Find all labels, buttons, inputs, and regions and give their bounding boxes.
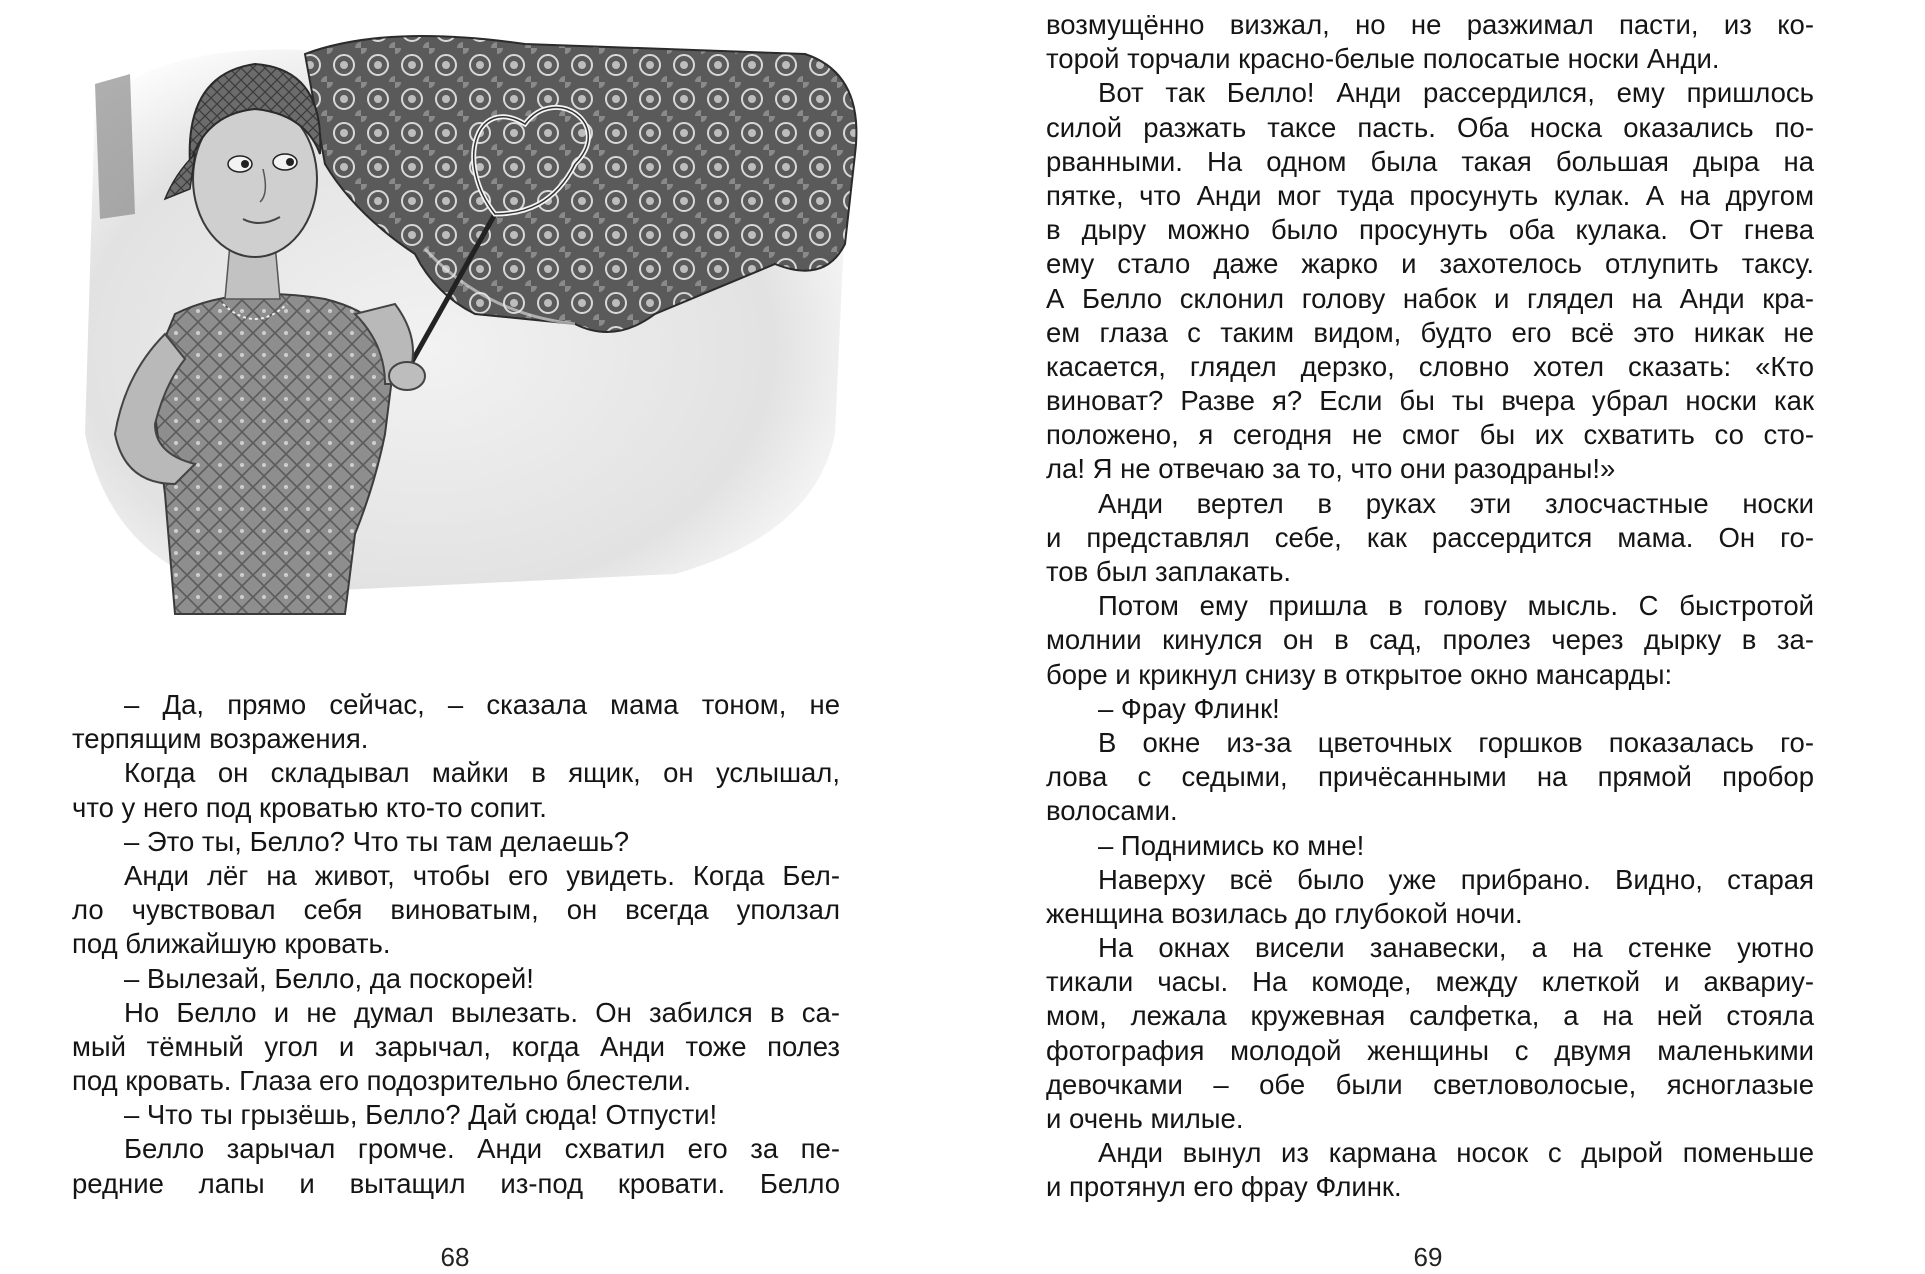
text-line: волосами. <box>1046 795 1178 827</box>
text-line: молнии кинулся он в сад, пролез через дырку в за- <box>1046 624 1814 656</box>
text-line: виноват? Разве я? Если бы ты вчера убрал носки как <box>1046 385 1814 417</box>
text-line: Анди лёг на живот, чтобы его увидеть. Когда Бел- <box>124 859 840 891</box>
text-line: ем глаза с таким видом, будто его всё это никак не <box>1046 316 1814 348</box>
text-line: силой разжать таксе пасть. Оба носка оказались по- <box>1046 111 1814 143</box>
text-line: и представлял себе, как рассердится мама. Он го- <box>1046 521 1814 553</box>
text-line: тов был заплакать. <box>1046 556 1292 587</box>
text-line: что у него под кроватью кто-то сопит. <box>72 791 547 823</box>
text-line: В окне из-за цветочных горшков показалась го- <box>1098 726 1814 758</box>
text-line: возмущённо визжал, но не разжимал пасти, из ко- <box>1046 9 1814 40</box>
text-line: мый тёмный угол и зарычал, когда Анди тоже полез <box>72 1030 840 1062</box>
text-line: рванными. На одном была такая большая дыра на <box>1046 145 1814 177</box>
text-line: Анди вынул из кармана носок с дырой поменьше <box>1098 1137 1814 1169</box>
text-line: и очень милые. <box>1046 1103 1244 1134</box>
text-line: в дыру можно было просунуть оба кулака. От гнева <box>1046 214 1814 246</box>
text-line: Потом ему пришла в голову мысль. С быстротой <box>1098 590 1814 622</box>
text-line: ло чувствовал себя виноватым, он всегда уползал <box>72 894 840 926</box>
text-line: женщина возилась до глубокой ночи. <box>1046 897 1523 929</box>
text-line: – Это ты, Белло? Что ты там делаешь? <box>124 825 630 857</box>
woman-beating-carpet-illustration <box>55 14 905 654</box>
text-line: тикали часы. На комоде, между клеткой и аквариу- <box>1046 966 1814 998</box>
text-line: Но Белло и не думал вылезать. Он забился в са- <box>124 996 840 1028</box>
text-line: терпящим возражения. <box>72 723 369 755</box>
text-line: На окнах висели занавески, а на стенке уютно <box>1098 932 1814 964</box>
text-line: касается, глядел дерзко, словно хотел сказать: «Кто <box>1046 350 1814 382</box>
text-line: А Белло склонил голову набок и глядел на Анди кра- <box>1046 282 1814 314</box>
text-line: пятке, что Анди мог туда просунуть кулак. А на другом <box>1046 179 1814 211</box>
text-line: Анди вертел в руках эти злосчастные носки <box>1098 487 1814 519</box>
text-line: ему стало даже жарко и захотелось отлупить таксу. <box>1046 248 1814 280</box>
text-line: боре и крикнул снизу в открытое окно мансарды: <box>1046 658 1673 690</box>
left-page-text <box>72 688 840 1201</box>
text-line: мом, лежала кружевная салфетка, а на ней стояла <box>1046 1000 1814 1032</box>
text-line: под кровать. Глаза его подозрительно блестели. <box>72 1065 692 1097</box>
text-line: – Поднимись ко мне! <box>1098 829 1365 861</box>
text-line: Наверху всё было уже прибрано. Видно, старая <box>1098 863 1814 895</box>
text-line: девочками – обе были светловолосые, ясноглазые <box>1046 1068 1814 1100</box>
text-line: – Фрау Флинк! <box>1098 692 1280 724</box>
page-number: 69 <box>1413 1242 1443 1272</box>
text-line: Вот так Белло! Анди рассердился, ему пришлось <box>1098 77 1814 109</box>
text-line: под ближайшую кровать. <box>72 928 391 960</box>
text-line: и протянул его фрау Флинк. <box>1046 1171 1402 1203</box>
text-line: торой торчали красно-белые полосатые носки Анди. <box>1046 43 1720 75</box>
text-line: – Что ты грызёшь, Белло? Дай сюда! Отпусти! <box>124 1099 718 1131</box>
page-number: 68 <box>440 1242 470 1272</box>
text-line: редние лапы и вытащил из-под кровати. Белло <box>72 1167 840 1199</box>
text-line: ла! Я не отвечаю за то, что они разодраны!» <box>1046 453 1616 485</box>
right-page-text <box>1046 8 1814 1205</box>
text-line: Когда он складывал майки в ящик, он услышал, <box>124 757 840 789</box>
text-line: положено, я сегодня не смог бы их схватить со сто- <box>1046 419 1814 451</box>
text-line: лова с седыми, причёсанными на прямой пробор <box>1046 761 1814 793</box>
right-page <box>962 0 1925 1274</box>
text-line: – Да, прямо сейчас, – сказала мама тоном, не <box>124 689 840 720</box>
text-line: – Вылезай, Белло, да поскорей! <box>124 962 534 994</box>
left-page <box>0 0 962 1274</box>
text-line: фотография молодой женщины с двумя маленькими <box>1046 1034 1814 1066</box>
text-line: Белло зарычал громче. Анди схватил его за пе- <box>124 1133 840 1165</box>
